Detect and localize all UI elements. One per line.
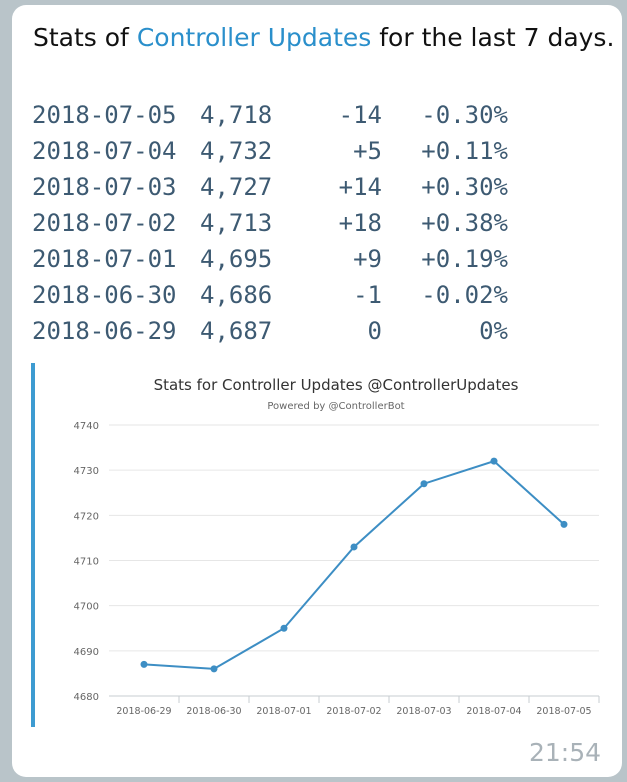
y-tick-label: 4730: [73, 466, 99, 478]
message-bubble: [12, 5, 622, 777]
stats-delta: 0: [367, 317, 382, 345]
chart-subtitle: Powered by @ControllerBot: [267, 401, 405, 412]
x-axis: [116, 696, 599, 717]
stats-percent: -0.30%: [421, 101, 508, 129]
x-tick-label: 2018-06-29: [116, 706, 172, 717]
stats-delta: +5: [353, 137, 382, 165]
stats-percent: +0.19%: [421, 245, 508, 273]
stats-count: 4,687: [200, 317, 273, 345]
stats-delta: +9: [353, 245, 382, 273]
stats-delta: +18: [338, 209, 382, 237]
x-tick-label: 2018-07-01: [256, 706, 312, 717]
y-tick-label: 4740: [73, 421, 99, 432]
chart-grid: [109, 425, 599, 696]
stats-date: 2018-07-04: [32, 137, 177, 165]
message-time: 21:54: [528, 738, 601, 767]
stats-count: 4,695: [200, 245, 273, 273]
data-point[interactable]: [561, 521, 568, 528]
quote-bar: [31, 363, 35, 727]
data-point[interactable]: [281, 625, 288, 632]
y-axis: [74, 421, 99, 703]
stats-percent: -0.02%: [421, 281, 508, 309]
x-tick-label: 2018-07-03: [396, 706, 452, 717]
channel-link[interactable]: Controller Updates: [136, 23, 372, 52]
stats-delta: +14: [338, 173, 382, 201]
stats-delta: -1: [353, 281, 382, 309]
chart-title: Stats for Controller Updates @ControllerUpdates: [153, 376, 519, 394]
y-tick-label: 4720: [73, 511, 99, 523]
stats-date: 2018-07-05: [32, 101, 177, 129]
stats-percent: +0.38%: [421, 209, 508, 237]
y-tick-label: 4700: [73, 601, 99, 613]
header-prefix: Stats of: [33, 23, 137, 52]
stats-count: 4,718: [200, 101, 273, 129]
stats-count: 4,686: [200, 281, 273, 309]
stats-delta: -14: [338, 101, 382, 129]
data-point[interactable]: [141, 661, 148, 668]
series-layer: [141, 458, 568, 673]
y-tick-label: 4680: [73, 692, 99, 703]
stats-percent: 0%: [479, 317, 508, 345]
x-tick-label: 2018-06-30: [186, 706, 242, 717]
stats-date: 2018-07-01: [32, 245, 177, 273]
stats-count: 4,732: [200, 137, 273, 165]
chart-preview[interactable]: [48, 366, 608, 726]
x-tick-label: 2018-07-04: [466, 706, 522, 717]
stats-date: 2018-07-03: [32, 173, 177, 201]
stats-percent: +0.30%: [421, 173, 508, 201]
x-tick-label: 2018-07-02: [326, 706, 382, 717]
stats-date: 2018-06-29: [32, 317, 177, 345]
data-point[interactable]: [421, 480, 428, 487]
data-point[interactable]: [211, 665, 218, 672]
x-tick-label: 2018-07-05: [536, 706, 592, 717]
data-point[interactable]: [491, 458, 498, 465]
series-line: [144, 461, 564, 669]
stats-count: 4,727: [200, 173, 273, 201]
data-point[interactable]: [351, 543, 358, 550]
stats-count: 4,713: [200, 209, 273, 237]
header-suffix: for the last 7 days.: [371, 23, 615, 52]
stats-percent: +0.11%: [421, 137, 508, 165]
line-chart: [48, 366, 608, 726]
y-tick-label: 4690: [73, 646, 99, 658]
message-header: [33, 23, 614, 52]
stats-date: 2018-06-30: [32, 281, 177, 309]
y-tick-label: 4710: [73, 556, 99, 568]
stats-date: 2018-07-02: [32, 209, 177, 237]
